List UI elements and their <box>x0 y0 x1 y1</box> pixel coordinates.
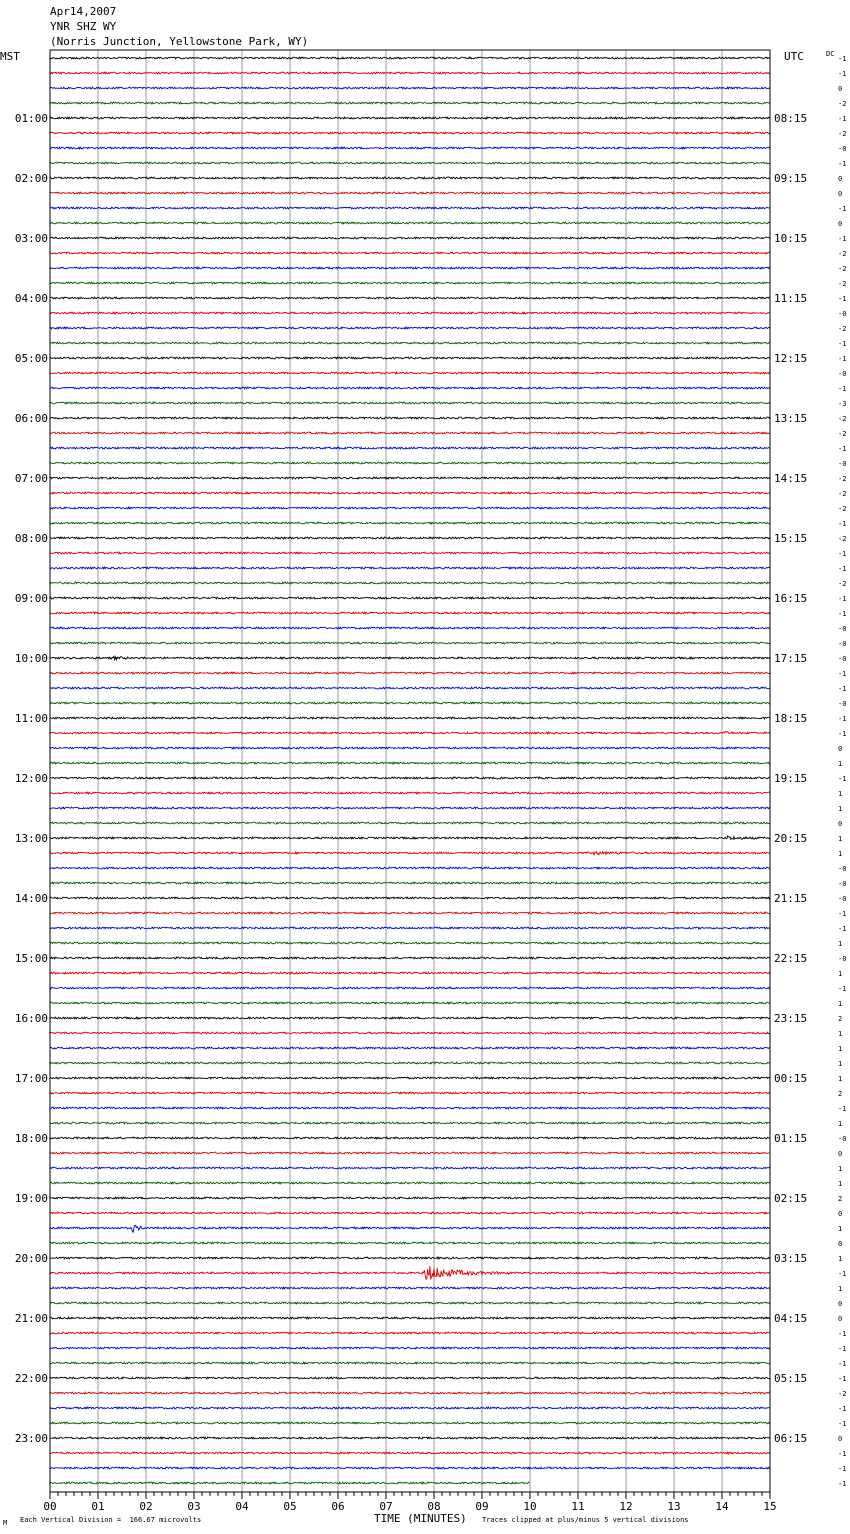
left-hour-label: 19:00 <box>14 1192 48 1205</box>
x-tick-label: 07 <box>379 1500 393 1513</box>
right-hour-label: 10:15 <box>774 232 808 245</box>
dc-offset-label: 2 <box>838 1015 843 1023</box>
dc-offset-label: -1 <box>838 1330 847 1338</box>
dc-offset-label: -1 <box>838 1270 847 1278</box>
right-hour-label: 14:15 <box>774 472 808 485</box>
x-tick-label: 02 <box>139 1500 153 1513</box>
dc-offset-label: 0 <box>838 1315 843 1323</box>
seismic-trace <box>50 972 770 974</box>
x-tick-label: 06 <box>331 1500 345 1513</box>
dc-offset-label: -1 <box>838 550 847 558</box>
x-tick-label: 15 <box>763 1500 777 1513</box>
seismic-trace <box>50 582 770 584</box>
right-hour-label: 01:15 <box>774 1132 808 1145</box>
dc-offset-label: -1 <box>838 610 847 618</box>
left-hour-label: 18:00 <box>14 1132 48 1145</box>
dc-offset-label: -1 <box>838 340 847 348</box>
seismic-trace <box>50 1407 770 1409</box>
dc-offset-label: -2 <box>838 100 847 108</box>
seismic-trace <box>50 672 770 674</box>
seismic-trace <box>50 462 770 464</box>
dc-offset-label: 2 <box>838 1195 843 1203</box>
dc-offset-label: -2 <box>838 250 847 258</box>
dc-offset-label: -2 <box>838 325 847 333</box>
x-tick-label: 12 <box>619 1500 633 1513</box>
right-hour-label: 23:15 <box>774 1012 808 1025</box>
left-hour-label: 11:00 <box>14 712 48 725</box>
dc-offset-label: -1 <box>838 1360 847 1368</box>
dc-offset-label: -1 <box>838 445 847 453</box>
trace-layer <box>50 57 770 1484</box>
dc-offset-label: -2 <box>838 475 847 483</box>
seismic-trace <box>50 882 770 884</box>
right-hour-label: 15:15 <box>774 532 808 545</box>
dc-offset-label: -1 <box>838 985 847 993</box>
dc-offset-label: -1 <box>838 55 847 63</box>
dc-offset-label: -0 <box>838 460 847 468</box>
dc-offset-label: -1 <box>838 160 847 168</box>
seismic-trace <box>50 1092 770 1094</box>
location-label: (Norris Junction, Yellowstone Park, WY) <box>50 35 309 48</box>
seismic-trace <box>50 1062 770 1064</box>
seismic-trace <box>50 1032 770 1034</box>
dc-offset-label: 1 <box>838 805 843 813</box>
seismic-trace <box>50 747 770 749</box>
dc-offset-label: 1 <box>838 940 843 948</box>
dc-offset-label: 1 <box>838 1255 843 1263</box>
seismic-trace <box>50 957 770 959</box>
left-hour-label: 20:00 <box>14 1252 48 1265</box>
seismic-trace <box>50 627 770 629</box>
seismic-trace <box>50 1225 770 1232</box>
dc-offset-label: 1 <box>838 790 843 798</box>
dc-offset-label: -1 <box>838 1480 847 1488</box>
seismic-trace <box>50 432 770 434</box>
dc-offset-label: -0 <box>838 625 847 633</box>
seismic-trace <box>50 387 770 389</box>
seismic-trace <box>50 1467 770 1469</box>
seismic-trace <box>50 612 770 614</box>
dc-offset-label: 1 <box>838 1165 843 1173</box>
seismic-trace <box>50 522 770 524</box>
dc-offset-label: -0 <box>838 865 847 873</box>
x-tick-label: 04 <box>235 1500 249 1513</box>
dc-offset-label: -1 <box>838 1345 847 1353</box>
seismic-trace <box>50 717 770 719</box>
seismic-trace <box>50 567 770 569</box>
dc-offset-label: -1 <box>838 925 847 933</box>
dc-offset-label: -1 <box>838 1465 847 1473</box>
dc-offset-label: 0 <box>838 1240 843 1248</box>
station-label: YNR SHZ WY <box>50 20 117 33</box>
dc-offset-label: -0 <box>838 700 847 708</box>
dc-offset-label: -1 <box>838 70 847 78</box>
seismic-trace <box>50 1392 770 1394</box>
seismic-trace <box>50 1107 770 1109</box>
x-tick-label: 03 <box>187 1500 201 1513</box>
seismic-trace <box>50 912 770 914</box>
right-hour-label: 12:15 <box>774 352 808 365</box>
seismic-trace <box>50 162 770 164</box>
dc-offset-label: -0 <box>838 145 847 153</box>
dc-offset-label: 1 <box>838 1045 843 1053</box>
dc-offset-label: -2 <box>838 280 847 288</box>
seismic-trace <box>50 852 770 855</box>
seismic-trace <box>50 207 770 209</box>
dc-offset-label: -1 <box>838 115 847 123</box>
dc-offset-label: -0 <box>838 370 847 378</box>
dc-offset-label: 0 <box>838 1210 843 1218</box>
dc-offset-label: -1 <box>838 910 847 918</box>
left-hour-label: 21:00 <box>14 1312 48 1325</box>
dc-offset-label: -2 <box>838 430 847 438</box>
dc-offset-label: 1 <box>838 760 843 768</box>
seismic-trace <box>50 192 770 194</box>
right-hour-label: 22:15 <box>774 952 808 965</box>
x-tick-label: 11 <box>571 1500 585 1513</box>
left-hour-label: 17:00 <box>14 1072 48 1085</box>
dc-offset-label: 0 <box>838 85 843 93</box>
right-hour-label: 06:15 <box>774 1432 808 1445</box>
dc-offset-label: 2 <box>838 1090 843 1098</box>
seismic-trace <box>50 402 770 404</box>
dc-offset-label: 1 <box>838 1180 843 1188</box>
x-tick-label: 09 <box>475 1500 489 1513</box>
seismic-trace <box>50 927 770 929</box>
dc-offset-label: -2 <box>838 580 847 588</box>
seismic-trace <box>50 1452 770 1454</box>
seismic-trace <box>50 777 770 779</box>
seismic-trace <box>50 357 770 359</box>
dc-offset-label: 1 <box>838 1075 843 1083</box>
plot-frame <box>50 50 770 1492</box>
dc-offset-label: 0 <box>838 190 843 198</box>
seismic-trace <box>50 1347 770 1349</box>
dc-offset-label: 0 <box>838 1435 843 1443</box>
dc-offset-label: -2 <box>838 490 847 498</box>
right-hour-label: 02:15 <box>774 1192 808 1205</box>
x-tick-label: 08 <box>427 1500 441 1513</box>
left-hour-label: 08:00 <box>14 532 48 545</box>
seismic-trace <box>50 222 770 224</box>
dc-offset-label: -1 <box>838 565 847 573</box>
seismic-trace <box>50 1047 770 1049</box>
dc-offset-label: 1 <box>838 970 843 978</box>
seismic-trace <box>50 57 770 59</box>
seismic-trace <box>50 792 770 794</box>
left-hour-label: 12:00 <box>14 772 48 785</box>
left-hour-label: 09:00 <box>14 592 48 605</box>
dc-offset-label: 0 <box>838 1150 843 1158</box>
seismic-trace <box>50 656 770 659</box>
dc-offset-label: -2 <box>838 505 847 513</box>
grid-layer <box>98 50 722 1492</box>
seismic-trace <box>50 327 770 329</box>
dc-offset-label: 0 <box>838 820 843 828</box>
seismic-trace <box>50 102 770 104</box>
seismic-trace <box>50 1182 770 1184</box>
dc-offset-label: -0 <box>838 955 847 963</box>
date-label: Apr14,2007 <box>50 5 117 18</box>
right-hour-label: 09:15 <box>774 172 808 185</box>
left-hour-label: 02:00 <box>14 172 48 185</box>
right-hour-label: 18:15 <box>774 712 808 725</box>
seismic-trace <box>50 282 770 284</box>
dc-offset-label: 0 <box>838 745 843 753</box>
x-axis-title: TIME (MINUTES) <box>374 1512 467 1525</box>
dc-offset-label: -1 <box>838 355 847 363</box>
seismic-trace <box>50 537 770 539</box>
dc-offset-label: -1 <box>838 670 847 678</box>
dc-offset-label: -0 <box>838 655 847 663</box>
left-hour-label: 16:00 <box>14 1012 48 1025</box>
seismic-trace <box>50 867 770 869</box>
right-hour-label: 08:15 <box>774 112 808 125</box>
seismic-trace <box>50 1437 770 1439</box>
left-hour-label: 23:00 <box>14 1432 48 1445</box>
dc-offset-label: -1 <box>838 775 847 783</box>
scale-note: Each Vertical Division = 166.67 microvolts <box>20 1516 202 1524</box>
seismic-trace <box>50 147 770 149</box>
dc-offset-label: 1 <box>838 850 843 858</box>
left-hour-label: 14:00 <box>14 892 48 905</box>
seismic-trace <box>50 1167 770 1169</box>
x-tick-label: 05 <box>283 1500 297 1513</box>
dc-offset-label: -1 <box>838 715 847 723</box>
dc-offset-label: -3 <box>838 400 847 408</box>
right-hour-label: 00:15 <box>774 1072 808 1085</box>
x-tick-label: 14 <box>715 1500 729 1513</box>
seismic-trace <box>50 1257 770 1259</box>
seismic-trace <box>50 1266 770 1279</box>
left-hour-label: 04:00 <box>14 292 48 305</box>
dc-offset-label: -1 <box>838 520 847 528</box>
seismic-trace <box>50 552 770 554</box>
right-hour-label: 16:15 <box>774 592 808 605</box>
seismic-trace <box>50 597 770 599</box>
seismic-trace <box>50 1137 770 1139</box>
x-tick-label: 13 <box>667 1500 681 1513</box>
right-hour-label: 17:15 <box>774 652 808 665</box>
dc-offset-label: -2 <box>838 535 847 543</box>
dc-offset-label: -0 <box>838 640 847 648</box>
seismic-trace <box>50 477 770 479</box>
dc-offset-label: -1 <box>838 1105 847 1113</box>
dc-offset-label: -1 <box>838 205 847 213</box>
dc-offset-label: -1 <box>838 385 847 393</box>
seismic-trace <box>50 87 770 89</box>
dc-offset-label: -1 <box>838 1450 847 1458</box>
left-hour-label: 13:00 <box>14 832 48 845</box>
seismic-trace <box>50 1002 770 1004</box>
dc-offset-label: 1 <box>838 1225 843 1233</box>
seismic-trace <box>50 1122 770 1124</box>
left-hour-label: 06:00 <box>14 412 48 425</box>
right-hour-label: 11:15 <box>774 292 808 305</box>
seismic-trace <box>50 447 770 449</box>
seismic-trace <box>50 942 770 944</box>
dc-offset-label: -1 <box>838 1405 847 1413</box>
dc-offset-label: 0 <box>838 220 843 228</box>
seismic-trace <box>50 237 770 239</box>
seismic-trace <box>50 1242 770 1244</box>
x-tick-label: 00 <box>43 1500 57 1513</box>
seismic-trace <box>50 807 770 809</box>
seismic-trace <box>50 507 770 509</box>
dc-offset-label: -0 <box>838 1135 847 1143</box>
dc-offset-label: 1 <box>838 835 843 843</box>
dc-offset-label: -2 <box>838 130 847 138</box>
right-hour-label: 03:15 <box>774 1252 808 1265</box>
seismic-trace <box>50 1317 770 1319</box>
right-hour-label: 19:15 <box>774 772 808 785</box>
dc-offset-label: 1 <box>838 1060 843 1068</box>
seismic-trace <box>50 1212 770 1214</box>
right-hour-label: 05:15 <box>774 1372 808 1385</box>
left-hour-label: 05:00 <box>14 352 48 365</box>
left-hour-label: 01:00 <box>14 112 48 125</box>
seismic-trace <box>50 1332 770 1334</box>
seismic-trace <box>50 702 770 704</box>
dc-offset-label: -2 <box>838 1390 847 1398</box>
seismic-trace <box>50 732 770 734</box>
dc-offset-label: -1 <box>838 595 847 603</box>
seismic-trace <box>50 1152 770 1154</box>
seismic-trace <box>50 342 770 344</box>
seismic-trace <box>50 297 770 299</box>
seismic-trace <box>50 897 770 899</box>
x-tick-label: 01 <box>91 1500 105 1513</box>
dc-offset-label: -0 <box>838 895 847 903</box>
seismic-trace <box>50 72 770 74</box>
seismic-trace <box>50 642 770 644</box>
seismic-trace <box>50 492 770 494</box>
seismic-trace <box>50 1362 770 1364</box>
dc-offset-label: -0 <box>838 310 847 318</box>
dc-offset-label: -1 <box>838 1375 847 1383</box>
seismic-trace <box>50 687 770 689</box>
dc-offset-label: -2 <box>838 415 847 423</box>
seismic-trace <box>50 117 770 119</box>
seismic-trace <box>50 1422 770 1424</box>
seismic-trace <box>50 1302 770 1304</box>
dc-label: DC <box>826 50 835 58</box>
seismic-trace <box>50 372 770 374</box>
dc-offset-label: -1 <box>838 685 847 693</box>
dc-offset-label: 0 <box>838 1300 843 1308</box>
dc-offset-label: -0 <box>838 880 847 888</box>
seismic-trace <box>50 987 770 989</box>
x-tick-label: 10 <box>523 1500 537 1513</box>
dc-offset-label: 0 <box>838 175 843 183</box>
right-hour-label: 21:15 <box>774 892 808 905</box>
seismic-trace <box>50 1197 770 1199</box>
dc-offset-label: 1 <box>838 1285 843 1293</box>
dc-offset-label: 1 <box>838 1030 843 1038</box>
dc-offset-label: -1 <box>838 235 847 243</box>
left-hour-label: 07:00 <box>14 472 48 485</box>
seismic-trace <box>50 762 770 764</box>
seismic-trace <box>50 312 770 314</box>
seismic-trace <box>50 1077 770 1079</box>
seismic-trace <box>50 177 770 179</box>
left-hour-label: 22:00 <box>14 1372 48 1385</box>
seismic-trace <box>50 1287 770 1289</box>
seismic-trace <box>50 132 770 134</box>
dc-offset-label: -1 <box>838 730 847 738</box>
seismic-trace <box>50 267 770 269</box>
right-hour-label: 04:15 <box>774 1312 808 1325</box>
dc-offset-label: -1 <box>838 1420 847 1428</box>
left-hour-label: 03:00 <box>14 232 48 245</box>
clip-note: Traces clipped at plus/minus 5 vertical divisions <box>482 1516 689 1524</box>
right-hour-label: 13:15 <box>774 412 808 425</box>
right-hour-label: 20:15 <box>774 832 808 845</box>
dc-offset-label: -2 <box>838 265 847 273</box>
dc-offset-label: 1 <box>838 1000 843 1008</box>
seismic-trace <box>50 836 770 839</box>
left-hour-label: 15:00 <box>14 952 48 965</box>
seismic-trace <box>50 252 770 254</box>
seismic-trace <box>50 822 770 824</box>
left-hour-label: 10:00 <box>14 652 48 665</box>
corner-mark: M <box>3 1519 8 1527</box>
dc-offset-label: 1 <box>838 1120 843 1128</box>
seismic-trace <box>50 1377 770 1379</box>
seismic-trace <box>50 417 770 419</box>
right-timezone-label: UTC <box>784 50 804 63</box>
dc-offset-label: -1 <box>838 295 847 303</box>
left-timezone-label: MST <box>0 50 20 63</box>
seismic-trace <box>50 1017 770 1019</box>
